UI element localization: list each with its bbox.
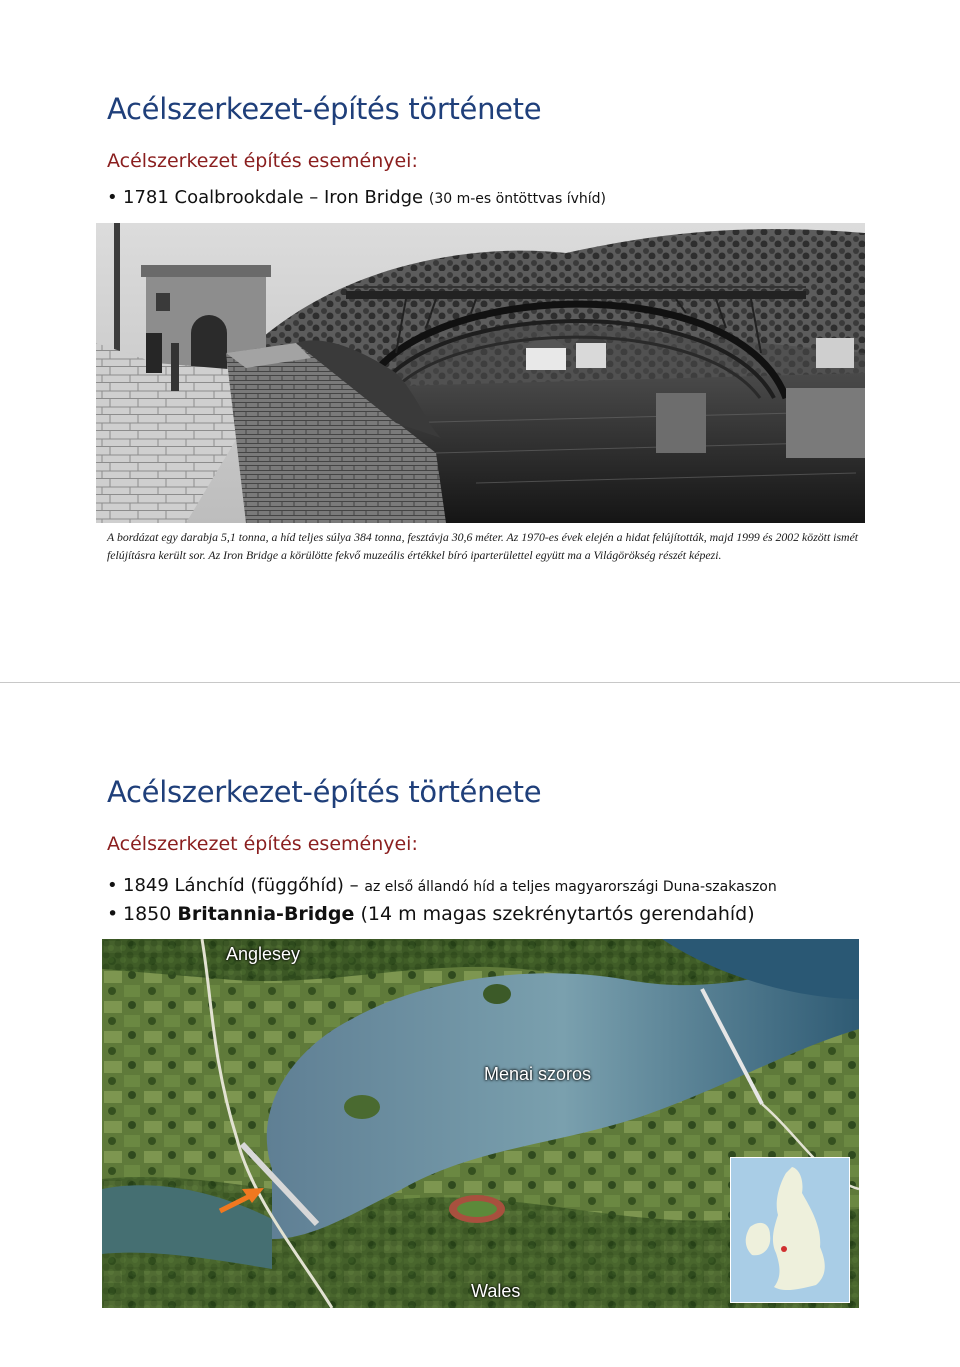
slide-title: Acélszerkezet-építés története: [107, 775, 542, 809]
bullet-britannia: [107, 903, 755, 925]
label-menai-strait: Menai szoros: [484, 1064, 592, 1084]
bullet-note: (30 m-es öntöttvas ívhíd): [428, 191, 606, 207]
menai-aerial-map: [102, 939, 859, 1308]
bullet-prefix: 1850: [123, 903, 178, 925]
slide-1: [0, 0, 960, 683]
bullet-dot: •: [107, 875, 118, 896]
slide-subtitle: Acélszerkezet építés eseményei:: [107, 833, 418, 855]
slide-subtitle: Acélszerkezet építés eseményei:: [107, 150, 418, 172]
bullet-main: 1781 Coalbrookdale – Iron Bridge: [123, 187, 429, 208]
bullet-bold: Britannia-Bridge: [177, 903, 355, 925]
bullet-main: 1849 Lánchíd (függőhíd) –: [123, 875, 365, 896]
bullet-dot: •: [107, 903, 119, 925]
slide-2: [0, 683, 960, 1367]
label-wales: Wales: [471, 1281, 521, 1301]
bullet-rest: (14 m magas szekrénytartós gerendahíd): [354, 903, 755, 925]
bullet-note: az első állandó híd a teljes magyarországi Duna-szakaszon: [364, 879, 777, 895]
iron-bridge-photo: [96, 223, 865, 523]
uk-inset-map: [730, 1157, 850, 1303]
bullet-iron-bridge: [107, 187, 606, 208]
label-anglesey: Anglesey: [226, 944, 301, 964]
slide-title: Acélszerkezet-építés története: [107, 92, 542, 126]
bullet-dot: •: [107, 187, 118, 208]
bullet-lanchid: [107, 875, 777, 896]
photo-caption: A bordázat egy darabja 5,1 tonna, a híd teljes súlya 384 tonna, fesztávja 30,6 méter. Az 1970-es évek elején a hidat felújították, majd 1999 és 2002 között ismét felújításra került sor. Az Iron Bridge a körülötte fekvő muzeális értékkel bíró iparterülettel együtt ma a Világörökség részét képezi.: [107, 530, 859, 562]
